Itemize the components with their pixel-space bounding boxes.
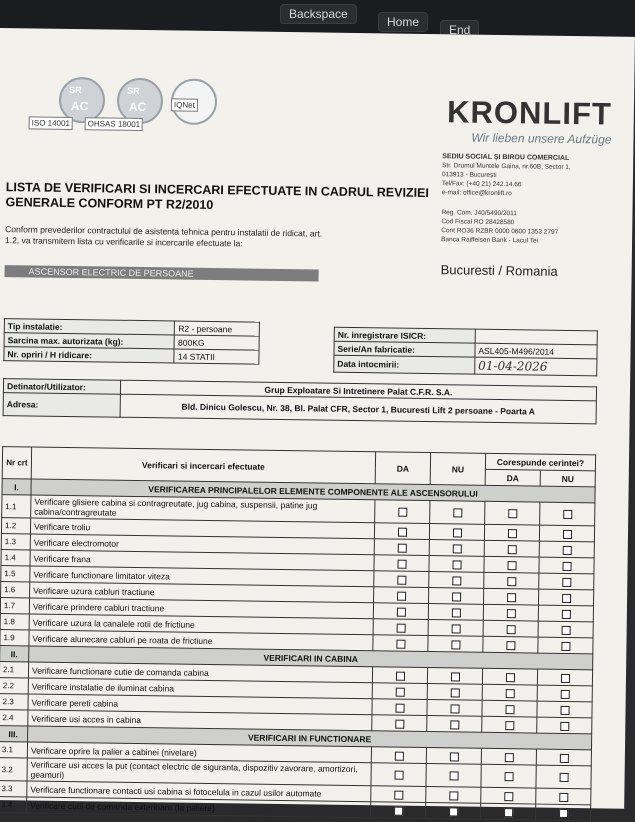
row-number: 1.2 [1,518,30,534]
row-check-text: Verificare functionare limitator viteza [30,566,374,587]
conform-nu-checkbox[interactable] [562,530,571,539]
nu-checkbox[interactable] [449,771,458,780]
conform-nu-checkbox[interactable] [560,690,569,699]
conform-da-checkbox[interactable] [506,609,515,618]
nu-checkbox[interactable] [452,560,461,569]
conform-nu-checkbox[interactable] [562,578,571,587]
nu-cell [427,668,482,685]
da-checkbox[interactable] [395,719,404,728]
nu-cell [428,620,483,637]
end-key: End [440,20,479,40]
nu-checkbox[interactable] [450,720,459,729]
da-checkbox[interactable] [396,623,405,632]
nu-checkbox[interactable] [450,704,459,713]
document-sheet [0,28,635,813]
conform-da-cell [483,604,538,621]
ohsas-label: OHSAS 18001 [85,117,144,131]
conform-nu-checkbox[interactable] [562,562,571,571]
da-cell [372,699,427,716]
nu-cell [427,716,482,733]
conform-nu-checkbox[interactable] [563,510,572,519]
nu-cell [429,524,484,541]
conform-nu-cell [536,788,591,805]
da-cell [373,635,428,652]
nu-checkbox[interactable] [451,624,460,633]
conform-nu-checkbox[interactable] [562,594,571,603]
col-nr: Nr crt [2,447,31,479]
da-checkbox[interactable] [395,703,404,712]
conform-nu-cell [538,637,593,654]
da-cell [371,747,426,764]
conform-da-checkbox[interactable] [506,625,515,634]
row-number: 3.3 [0,781,27,797]
row-check-text: Verificare frana [30,550,374,571]
conform-da-cell [482,716,537,733]
conform-nu-checkbox[interactable] [561,626,570,635]
conform-da-cell [481,764,536,788]
row-number: 1.9 [0,630,29,646]
reg-line: Cod Fiscal RO 28428580 [441,218,515,227]
section-number: I. [2,479,31,495]
info-value: 14 STATII [174,349,259,364]
conform-da-cell [480,803,535,820]
da-checkbox[interactable] [397,575,406,584]
row-number: 2.1 [0,662,29,678]
nu-cell [427,700,482,717]
nu-cell [426,748,481,765]
intro-paragraph: Conform prevederilor contractului de asistenta tehnica pentru instalatii de ridicat, art. 1.2, va transmitem lista cu verificarile si incercarile efectuate la: [4,224,323,249]
info-label: Serie/An fabricatie: [334,341,475,357]
iqnet-label: IQNet [171,98,198,111]
conform-da-checkbox[interactable] [504,753,513,762]
da-cell [374,587,429,604]
da-checkbox[interactable] [395,671,404,680]
conform-da-cell [482,700,537,717]
row-check-text: Verificare functionare cutie de comanda cabina [28,662,372,683]
nu-checkbox[interactable] [449,807,458,816]
handwritten-date: 01-04-2026 [475,357,597,376]
da-checkbox[interactable] [397,543,406,552]
conform-da-checkbox[interactable] [507,529,516,538]
conform-da-cell [484,540,539,557]
conform-nu-cell [540,502,595,526]
da-checkbox[interactable] [397,527,406,536]
nu-checkbox[interactable] [449,752,458,761]
document-title: LISTA DE VERIFICARI SI INCERCARI EFECTUATE IN CADRUL REVIZIEI GENERALE CONFORM PT R2/2010 [5,180,430,212]
da-cell [374,571,429,588]
conform-nu-checkbox[interactable] [559,754,568,763]
info-label: Nr. opriri / H ridicare: [4,347,175,363]
col-check: Verificari si incercari efectuate [31,447,375,484]
conform-nu-cell [536,749,591,766]
col-conform-nu: NU [540,470,595,487]
conform-da-cell [481,748,536,765]
da-cell [371,802,426,819]
conform-nu-cell [539,525,594,542]
nu-cell [428,636,483,653]
reg-line: Banca Raiffeisen Bank - Lacul Tei [441,236,539,245]
da-cell [374,539,429,556]
da-checkbox[interactable] [394,806,403,815]
conform-da-cell [483,620,538,637]
address-label: Adresa: [3,393,120,418]
nu-cell [426,803,481,820]
office-line: 013913 - București [441,171,497,179]
nu-cell [426,787,481,804]
conform-da-checkbox[interactable] [504,792,513,801]
da-checkbox[interactable] [394,790,403,799]
info-label: Data intocmirii: [334,355,475,374]
conform-da-checkbox[interactable] [508,509,517,518]
row-check-text: Verificare glisiere cabina si contragreutate, jug cabina, suspensii, patine jug cabina/contragreutate [31,495,375,523]
conform-da-cell [485,501,540,525]
section-title: VERIFICAREA PRINCIPALELOR ELEMENTE COMPONENTE ALE ASCENSORULUI [31,479,595,503]
conform-da-cell [484,588,539,605]
row-check-text: Verificare electromotor [30,534,374,555]
row-check-text: Verificare functionare contacti usi cabina si fotocelula in cazul usilor automate [27,781,371,802]
checklist-table [0,446,596,821]
nu-checkbox[interactable] [451,608,460,617]
conform-da-cell [484,524,539,541]
row-number: 1.7 [0,598,29,614]
nu-cell [429,540,484,557]
row-number: 1.3 [1,534,30,550]
da-checkbox[interactable] [396,639,405,648]
info-label: Tip instalatie: [4,319,175,335]
row-number: 3.1 [0,742,28,758]
office-address [441,152,622,247]
section-title: VERIFICARI IN FUNCTIONARE [28,726,592,750]
office-line: Str. Drumul Muntele Gaina, nr.60B, Sector 1, [442,162,571,171]
section-number: II. [0,646,29,662]
reg-line: Cont RO36 RZBR 0000 0600 1353 2797 [441,227,559,236]
row-number: 1.5 [1,566,30,582]
conform-nu-checkbox[interactable] [561,642,570,651]
row-check-text: Verificare usi acces in cabina [28,710,372,731]
conform-nu-checkbox[interactable] [559,809,568,818]
conform-nu-cell [539,557,594,574]
da-checkbox[interactable] [394,771,403,780]
da-cell [371,763,426,787]
row-check-text: Verificare uzura la canalele rotii de frictiune [29,614,373,635]
conform-nu-checkbox[interactable] [559,773,568,782]
da-checkbox[interactable] [394,751,403,760]
da-cell [374,523,429,540]
equipment-bar: ASCENSOR ELECTRIC DE PERSOANE [5,265,319,281]
conform-nu-cell [538,621,593,638]
row-check-text: Verificare uzura cabluri tractiune [30,582,374,603]
da-checkbox[interactable] [397,591,406,600]
da-cell [371,786,426,803]
row-number: 1.1 [2,495,31,518]
conform-da-checkbox[interactable] [506,641,515,650]
home-key: Home [378,12,428,32]
reg-line: Reg. Com. J40/5490/2011 [441,209,517,218]
conform-da-cell [484,556,539,573]
conform-nu-cell [537,701,592,718]
conform-da-checkbox[interactable] [505,721,514,730]
conform-nu-checkbox[interactable] [562,546,571,555]
srac-mark-top: SR [69,84,82,96]
srac-mark-bottom: AC [70,98,89,114]
info-label: Nr. inregistrare ISICR: [334,327,475,343]
city-label: Bucuresti / Romania [440,262,558,279]
nu-checkbox[interactable] [452,544,461,553]
conform-nu-cell [537,685,592,702]
conform-da-cell [482,684,537,701]
info-right-table [333,327,598,377]
da-cell [372,715,427,732]
conform-nu-checkbox[interactable] [559,793,568,802]
conform-da-checkbox[interactable] [504,808,513,817]
conform-da-checkbox[interactable] [505,673,514,682]
owner-name: Grup Exploatare Si Intretinere Palat C.F.R. S.A. [120,380,596,401]
iso-label: ISO 14001 [29,116,73,130]
section-title: VERIFICARI IN CABINA [29,646,593,670]
da-cell [372,683,427,700]
conform-nu-checkbox[interactable] [560,674,569,683]
row-number: 1.6 [1,582,30,598]
office-heading: SEDIU SOCIAL ȘI BIROU COMERCIAL [442,153,570,162]
row-number: 2.4 [0,710,28,726]
row-number: 3.4 [0,797,27,813]
row-check-text: Verificare oprire la palier a cabinei (nivelare) [27,742,371,763]
da-cell [373,603,428,620]
conform-nu-cell [538,589,593,606]
conform-da-checkbox[interactable] [507,577,516,586]
nu-checkbox[interactable] [452,576,461,585]
da-checkbox[interactable] [396,607,405,616]
conform-nu-checkbox[interactable] [561,610,570,619]
conform-nu-cell [537,717,592,734]
row-check-text: Verificare prindere cabluri tractiune [29,598,373,619]
nu-checkbox[interactable] [451,640,460,649]
info-label: Sarcina max. autorizata (kg): [4,333,175,349]
nu-checkbox[interactable] [452,528,461,537]
col-conform: Corespunde cerintei? [485,453,595,471]
row-check-text: Verificare alunecare cabluri pe roata de frictiune [29,630,373,651]
backspace-key: Backspace [280,4,357,24]
row-check-text: Verificare usi acces la put (contact electric de siguranta, dispozitiv zavorare, amortizori, geamuri) [27,758,371,786]
col-conform-da: DA [485,469,540,486]
conform-nu-cell [539,541,594,558]
row-number: 2.2 [0,678,28,694]
da-checkbox[interactable] [397,559,406,568]
section-number: III. [0,726,28,742]
brand-block [447,94,612,146]
conform-nu-cell [537,669,592,686]
row-check-text: Verificare pereti cabina [28,694,372,715]
conform-da-cell [484,572,539,589]
conform-da-checkbox[interactable] [507,545,516,554]
info-left-table [3,318,260,365]
conform-da-checkbox[interactable] [504,772,513,781]
nu-checkbox[interactable] [450,688,459,697]
srac-mark-top-2: SR [127,85,140,96]
col-da: DA [375,452,430,485]
owner-table [3,378,597,424]
nu-cell [429,588,484,605]
da-cell [373,619,428,636]
conform-da-checkbox[interactable] [507,593,516,602]
nu-checkbox[interactable] [452,592,461,601]
conform-nu-cell [536,765,591,789]
conform-da-checkbox[interactable] [505,705,514,714]
row-number: 1.4 [1,550,30,566]
col-nu: NU [430,453,485,486]
conform-da-checkbox[interactable] [507,561,516,570]
da-cell [374,555,429,572]
nu-cell [429,556,484,573]
da-cell [372,667,427,684]
nu-cell [426,764,481,788]
row-check-text: Verificare cutii de comanda exterioare (la paliere) [27,797,371,818]
conform-da-cell [483,636,538,653]
da-checkbox[interactable] [398,508,407,517]
owner-label: Detinator/Utilizator: [3,379,120,395]
office-line: e-mail: office@kronlift.ro [441,189,512,198]
brand-tagline: Wir lieben unsere Aufzüge [471,130,612,147]
conform-nu-cell [539,573,594,590]
row-check-text: Verificare troliu [30,518,374,539]
nu-cell [430,501,485,525]
row-check-text: Verificare instalatie de iluminat cabina [28,678,372,699]
owner-address: Bld. Dinicu Golescu, Nr. 38, Bl. Palat CFR, Sector 1, Bucuresti Lift 2 persoane - Poarta A [120,394,596,424]
office-line: Tel/Fax: (+40 21) 242.14.66 [441,180,522,189]
conform-nu-cell [535,804,590,821]
row-number: 2.3 [0,694,28,710]
conform-nu-checkbox[interactable] [560,722,569,731]
conform-da-cell [482,668,537,685]
brand-logo: KRONLIFT [446,94,613,132]
nu-checkbox[interactable] [450,672,459,681]
info-value: 800KG [174,335,259,350]
nu-checkbox[interactable] [449,791,458,800]
certification-logos [28,76,219,139]
row-number: 3.2 [0,758,27,781]
nu-checkbox[interactable] [453,508,462,517]
info-value: R2 - persoane [175,321,260,336]
srac-mark-bottom-2: AC [128,99,147,115]
conform-da-cell [481,787,536,804]
nu-cell [427,684,482,701]
da-cell [375,500,430,524]
nu-cell [428,604,483,621]
da-checkbox[interactable] [395,687,404,696]
nu-cell [429,572,484,589]
info-value: ASL405-M496/2014 [475,343,597,359]
row-number: 1.8 [0,614,29,630]
conform-nu-checkbox[interactable] [560,706,569,715]
conform-da-checkbox[interactable] [505,689,514,698]
conform-nu-cell [538,605,593,622]
